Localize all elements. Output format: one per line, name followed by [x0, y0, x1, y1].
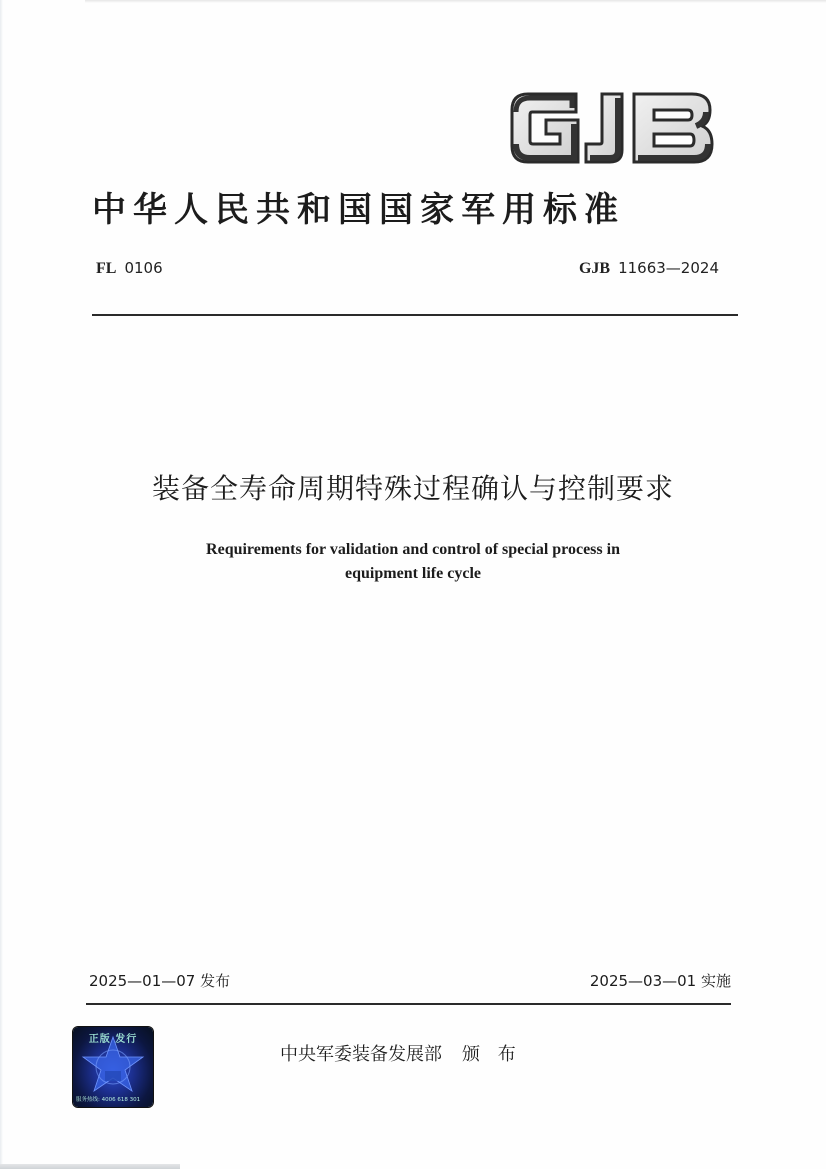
classification-code [96, 259, 163, 278]
issuing-authority [280, 1040, 522, 1066]
hologram-top-text: 正版 发行 [88, 1034, 138, 1045]
effective-date: 2025—03—01 实施 [589, 972, 731, 990]
issue-date: 2025—01—07 发布 [89, 972, 231, 990]
document-title-chinese: 装备全寿命周期特殊过程确认与控制要求 [151, 472, 674, 505]
scan-edge-top [85, 0, 826, 3]
standard-prefix: GJB [578, 260, 611, 277]
header-divider [92, 314, 738, 316]
classification-number: 0106 [124, 259, 163, 277]
standard-code: 11663—2024 [618, 259, 719, 277]
document-title-english [0, 538, 826, 586]
hologram-hotline-text: 服务热线: 4006 618 301 [76, 1097, 141, 1103]
issuer-verb: 颁 布 [462, 1044, 522, 1065]
gjb-logo-icon [506, 88, 718, 168]
classification-prefix: FL [96, 260, 117, 277]
issuer-name: 中央军委装备发展部 [280, 1044, 442, 1065]
english-title-line-2: equipment life cycle [345, 565, 481, 582]
gjb-logo [506, 88, 718, 168]
standard-number [579, 259, 719, 278]
footer-divider [86, 1003, 731, 1005]
authenticity-hologram [73, 1027, 153, 1107]
standard-type-title: 中华人民共和国国家军用标准 [92, 190, 625, 230]
scan-edge-bottom [0, 1164, 180, 1169]
english-title-line-1: Requirements for validation and control of special process in [206, 541, 620, 558]
